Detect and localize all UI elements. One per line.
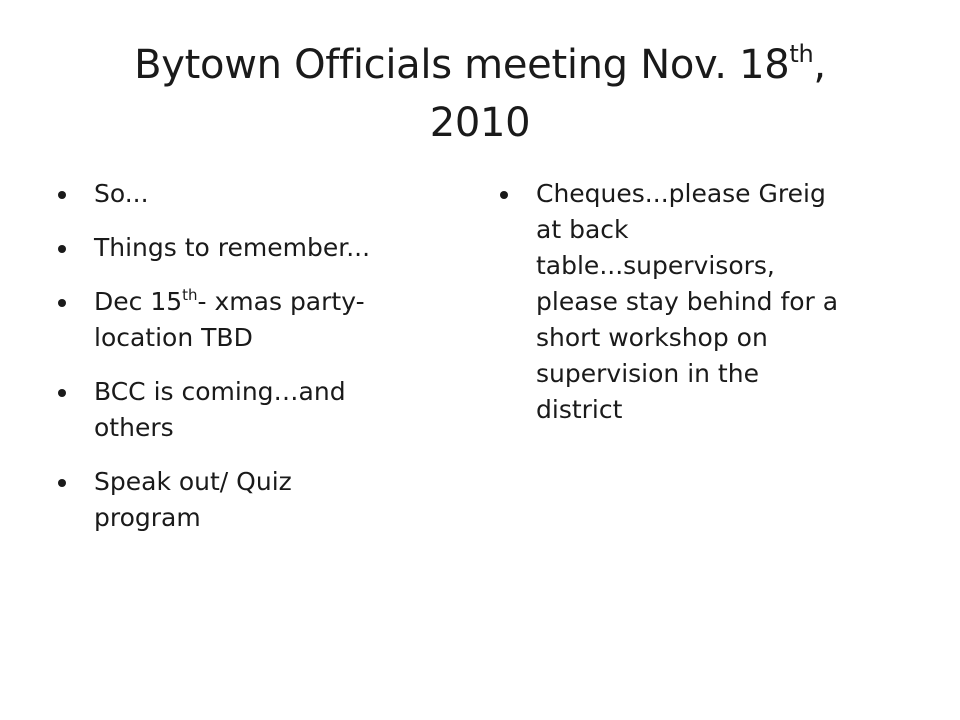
bullet-text: Speak out/ Quiz <box>94 467 292 496</box>
bullet-item <box>498 176 910 428</box>
bullet-line: supervision in the <box>536 359 759 388</box>
right-bullet-list <box>498 176 910 428</box>
bullet-line: short workshop on <box>536 323 768 352</box>
bullet-text: BCC is coming…and <box>94 377 346 406</box>
bullet-line: Cheques...please Greig <box>536 179 826 208</box>
slide-title <box>60 36 900 152</box>
left-bullet-list <box>56 176 436 536</box>
bullet-text-date: Dec 15 <box>94 287 183 316</box>
bullet-item <box>56 176 436 212</box>
bullet-item <box>56 464 436 536</box>
bullet-line: please stay behind for a <box>536 287 839 316</box>
bullet-text-rest: - xmas party- <box>197 287 365 316</box>
bullet-icon <box>58 191 66 199</box>
bullet-text-line2: others <box>94 413 174 442</box>
bullet-text-superscript: th <box>182 286 198 304</box>
bullet-icon <box>58 299 66 307</box>
slide-title-main: Bytown Officials meeting Nov. 18 <box>134 42 790 88</box>
bullet-line: table...supervisors, <box>536 251 775 280</box>
bullet-text: So... <box>94 179 149 208</box>
bullet-item <box>56 374 436 446</box>
slide-title-comma: , <box>813 42 826 88</box>
slide-title-year: 2010 <box>429 100 531 146</box>
bullet-icon <box>58 479 66 487</box>
bullet-icon <box>58 245 66 253</box>
bullet-text-line2: program <box>94 503 201 532</box>
bullet-item <box>56 230 436 266</box>
bullet-text-line2: location TBD <box>94 323 253 352</box>
bullet-text: Things to remember... <box>94 233 371 262</box>
slide-title-superscript: th <box>789 40 814 68</box>
right-column <box>498 176 910 444</box>
bullet-icon <box>58 389 66 397</box>
bullet-line: at back <box>536 215 629 244</box>
bullet-line: district <box>536 395 623 424</box>
bullet-icon <box>500 191 508 199</box>
left-column <box>56 176 436 554</box>
bullet-item <box>56 284 436 356</box>
